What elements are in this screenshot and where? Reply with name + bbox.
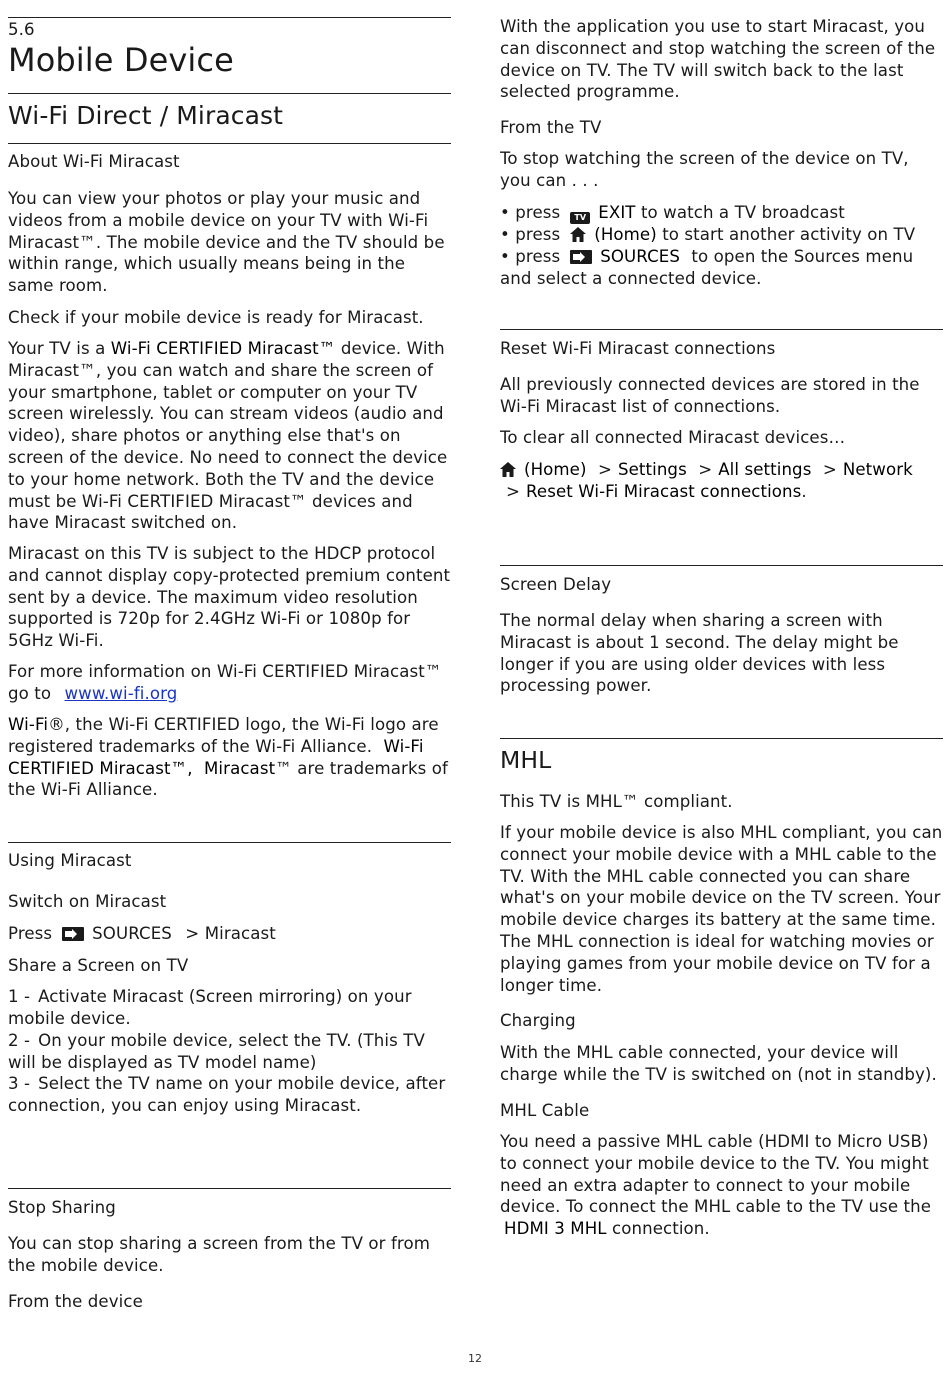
divider	[8, 17, 451, 18]
heading-reset: Reset Wi-Fi Miracast connections	[500, 339, 776, 358]
paragraph: To clear all connected Miracast devices…	[500, 428, 846, 447]
divider	[500, 329, 943, 330]
page-title: Mobile Device	[8, 41, 234, 79]
paragraph: To stop watching the screen of the device on TV, you can . . .	[500, 149, 909, 190]
divider	[8, 1188, 451, 1189]
menu-path: (Home) > Settings > All settings > Network > Reset Wi-Fi Miracast connections.	[500, 459, 943, 503]
divider	[8, 93, 451, 94]
divider	[8, 143, 451, 144]
list-item: • press TV EXIT to watch a TV broadcast	[500, 203, 845, 222]
heading-switch-on: Switch on Miracast	[8, 892, 167, 911]
divider	[8, 842, 451, 843]
wifi-org-link[interactable]: www.wi-fi.org	[64, 683, 178, 703]
heading-share-screen: Share a Screen on TV	[8, 956, 189, 975]
divider	[500, 565, 943, 566]
paragraph: You can view your photos or play your music and videos from a mobile device on your TV with Wi-Fi Miracast™. The mobile device and the TV should be within range, which usually means being in the same room.	[8, 189, 445, 296]
sources-icon	[570, 250, 592, 264]
heading-from-device: From the device	[8, 1292, 143, 1311]
heading-screen-delay: Screen Delay	[500, 575, 612, 594]
sources-icon	[62, 927, 84, 941]
paragraph: Check if your mobile device is ready for Miracast.	[8, 308, 424, 327]
heading-charging: Charging	[500, 1011, 576, 1030]
home-icon	[500, 462, 516, 477]
heading-stop-sharing: Stop Sharing	[8, 1198, 116, 1217]
paragraph: If your mobile device is also MHL compliant, you can connect your mobile device with a MHL cable to the TV. With the MHL cable connected you can share what's on your mobile device on the TV screen. Your mobile device charges its battery at the same time. The MHL connection is ideal for watching movies or playing games from your mobile device on TV for a longer time.	[500, 823, 943, 995]
list-item: 1 - Activate Miracast (Screen mirroring) on your mobile device.	[8, 987, 412, 1028]
paragraph: This TV is MHL™ compliant.	[500, 792, 733, 811]
paragraph: You can stop sharing a screen from the TV or from the mobile device.	[8, 1234, 430, 1275]
heading-mhl: MHL	[500, 746, 552, 774]
paragraph: With the application you use to start Miracast, you can disconnect and stop watching the screen of the device on TV. The TV will switch back to the last selected programme.	[500, 17, 936, 102]
heading-from-tv: From the TV	[500, 118, 602, 137]
page-number: 12	[468, 1352, 482, 1365]
paragraph: Wi-Fi®, the Wi-Fi CERTIFIED logo, the Wi-Fi logo are registered trademarks of the Wi-Fi Alliance. Wi-Fi CERTIFIED Miracast™, Miracast™ are trademarks of the Wi-Fi Alliance.	[8, 715, 448, 800]
bold-term: Wi-Fi CERTIFIED Miracast™	[110, 339, 336, 358]
paragraph: Your TV is a Wi-Fi CERTIFIED Miracast™ device. With Miracast™, you can watch and share the screen of your smartphone, tablet or computer on your TV screen wirelessly. You can stream videos (audio and video), share photos or anything else that's on screen of the device. No need to connect the device to your home network. Both the TV and the device must be Wi-Fi CERTIFIED Miracast™ devices and have Miracast switched on.	[8, 339, 448, 533]
list-item: 3 - Select the TV name on your mobile device, after connection, you can enjoy using Miracast.	[8, 1074, 446, 1115]
paragraph: You need a passive MHL cable (HDMI to Micro USB) to connect your mobile device to the TV. You might need an extra adapter to connect to your mobile device. To connect the MHL cable to the TV use the HDMI 3 MHL connection.	[500, 1132, 932, 1239]
paragraph: For more information on Wi-Fi CERTIFIED Miracast™ go to www.wi-fi.org	[8, 662, 442, 703]
paragraph: All previously connected devices are stored in the Wi-Fi Miracast list of connections.	[500, 375, 920, 416]
list-item: • press SOURCES to open the Sources menu and select a connected device.	[500, 247, 914, 288]
section-number: 5.6	[8, 20, 35, 39]
paragraph: Press SOURCES > Miracast	[8, 924, 276, 943]
paragraph: Miracast on this TV is subject to the HDCP protocol and cannot display copy-protected premium content sent by a device. The maximum video resolution supported is 720p for 2.4GHz Wi-Fi or 1080p for 5GHz Wi-Fi.	[8, 544, 451, 651]
list-item: 2 - On your mobile device, select the TV. (This TV will be displayed as TV model name)	[8, 1031, 425, 1072]
paragraph: The normal delay when sharing a screen with Miracast is about 1 second. The delay might be longer if you are using older devices with less processing power.	[500, 611, 899, 696]
heading-mhl-cable: MHL Cable	[500, 1101, 590, 1120]
heading-wifi-direct: Wi-Fi Direct / Miracast	[8, 101, 284, 130]
list-item: • press (Home) to start another activity on TV	[500, 225, 916, 244]
tv-key-icon: TV	[570, 212, 590, 224]
divider	[500, 738, 943, 739]
paragraph: With the MHL cable connected, your device will charge while the TV is switched on (not in standby).	[500, 1043, 937, 1084]
heading-using-miracast: Using Miracast	[8, 851, 132, 870]
heading-about-miracast: About Wi-Fi Miracast	[8, 152, 180, 171]
home-icon	[570, 227, 586, 242]
